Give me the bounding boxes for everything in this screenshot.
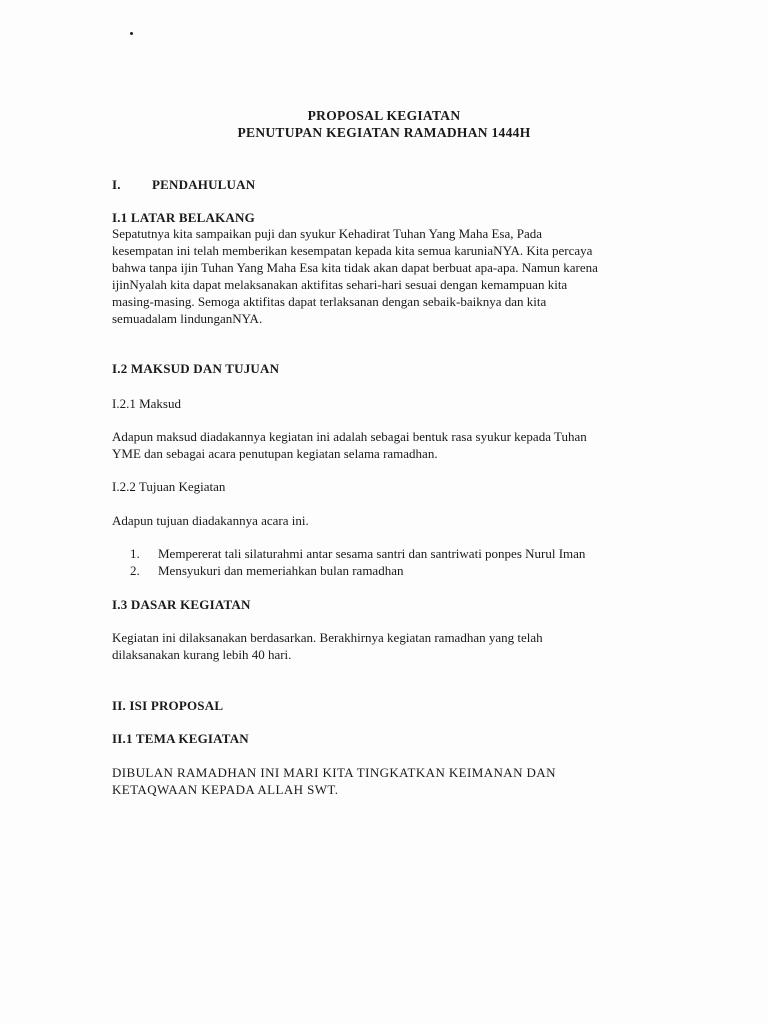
list-item-text: Mensyukuri dan memeriahkan bulan ramadhan [158,563,404,578]
scan-speck [130,32,133,35]
section-1-1-heading: I.1 LATAR BELAKANG [112,210,255,225]
title-line-1: PROPOSAL KEGIATAN [307,108,461,123]
section-1-3-paragraph [112,629,692,663]
paragraph-line: bahwa tanpa ijin Tuhan Yang Maha Esa kita tidak akan dapat berbuat apa-apa. Namun karena [112,260,598,275]
list-item [130,545,585,562]
list-item-number: 1. [130,546,140,561]
section-2-1-paragraph [112,764,692,798]
paragraph-line: Kegiatan ini dilaksanakan berdasarkan. Berakhirnya kegiatan ramadhan yang telah [112,630,543,645]
paragraph-line: masing-masing. Semoga aktifitas dapat terlaksanan dengan sebaik-baiknya dan kita [112,294,547,309]
title-line-2: PENUTUPAN KEGIATAN RAMADHAN 1444H [237,125,531,140]
section-1-heading [112,176,692,193]
paragraph-line: DIBULAN RAMADHAN INI MARI KITA TINGKATKAN KEIMANAN DAN [112,765,556,780]
paragraph-line: kesempatan ini telah memberikan kesempatan kepada kita semua karuniaNYA. Kita percaya [112,243,593,258]
list-item [130,562,403,579]
subsection-1-2-2-intro: Adapun tujuan diadakannya acara ini. [112,513,309,528]
paragraph-line: semuadalam lindunganNYA. [112,311,263,326]
section-1-2-heading: I.2 MAKSUD DAN TUJUAN [112,361,280,376]
paragraph-line: dilaksanakan kurang lebih 40 hari. [112,647,292,662]
subsection-1-2-2-heading: I.2.2 Tujuan Kegiatan [112,479,226,494]
paragraph-line: YME dan sebagai acara penutupan kegiatan selama ramadhan. [112,446,438,461]
section-1-3-heading: I.3 DASAR KEGIATAN [112,597,251,612]
list-item-text: Mempererat tali silaturahmi antar sesama santri dan santriwati ponpes Nurul Iman [158,546,586,561]
paragraph-line: Sepatutnya kita sampaikan puji dan syukur Kehadirat Tuhan Yang Maha Esa, Pada [112,226,543,241]
paragraph-line: KETAQWAAN KEPADA ALLAH SWT. [112,782,339,797]
section-1-title: PENDAHULUAN [152,177,256,192]
subsection-1-2-1-paragraph [112,428,692,462]
section-2-heading: II. ISI PROPOSAL [112,698,224,713]
paragraph-line: Adapun maksud diadakannya kegiatan ini adalah sebagai bentuk rasa syukur kepada Tuhan [112,429,587,444]
list-item-number: 2. [130,563,140,578]
subsection-1-2-1-heading: I.2.1 Maksud [112,396,181,411]
paragraph-line: ijinNyalah kita dapat melaksanakan aktifitas sehari-hari sesuai dengan kemampuan kita [112,277,568,292]
section-2-1-heading: II.1 TEMA KEGIATAN [112,731,249,746]
section-1-number: I. [112,177,121,192]
section-1-1-paragraph [112,225,692,327]
